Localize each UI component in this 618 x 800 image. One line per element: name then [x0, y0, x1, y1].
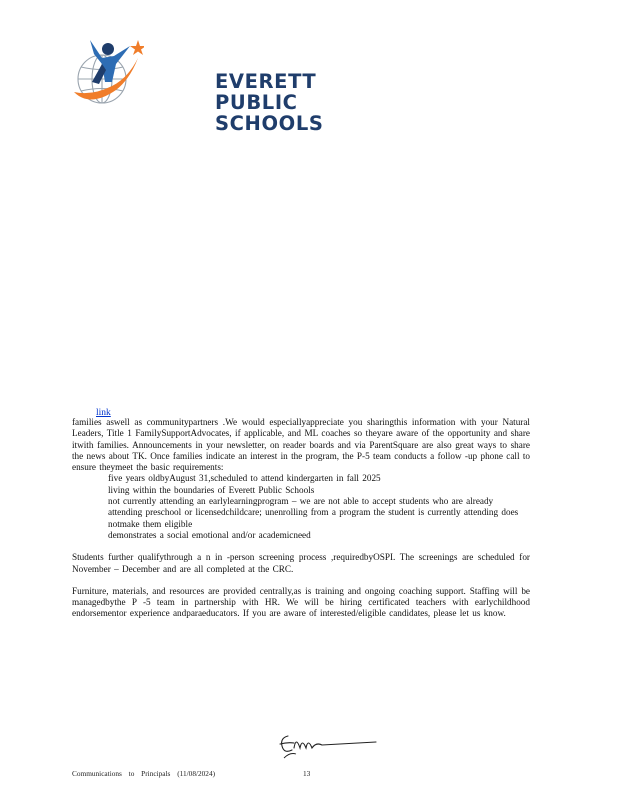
- document-link[interactable]: link: [96, 408, 111, 418]
- logo-wordmark: [215, 71, 324, 134]
- requirement-item: [72, 530, 530, 541]
- requirement-text: demonstrates a social emotional and/or academicneed: [108, 529, 311, 540]
- requirements-list: [72, 473, 530, 541]
- logo-line-2: PUBLIC: [215, 91, 298, 114]
- paragraph-screening: Students further qualifythrough a n in -person screening process ,requiredbyOSPI. The screenings are scheduled for November – December and are all completed at the CRC.: [72, 552, 530, 574]
- everett-public-schools-logo: [72, 34, 324, 135]
- requirement-text: not currently attending an earlylearningprogram – we are not able to accept students who are already attending preschool or licensedchildcare; unenrolling from a program the student is currently attending does notmake them eligible: [108, 496, 519, 529]
- requirement-text: living within the boundaries of Everett Public Schools: [108, 484, 315, 495]
- requirement-item: [72, 485, 530, 496]
- document-body: [72, 417, 530, 620]
- paragraph-staffing: Furniture, materials, and resources are provided centrally,as is training and ongoing coaching support. Staffing will be managedbythe P -5 team in partnership with HR. We will be hiring certificated teachers with earlychildhood endorsementor experience andparaeducators. If you are aware of interested/eligible candidates, please let us know.: [72, 585, 530, 619]
- handwritten-signature: [276, 728, 380, 760]
- logo-line-1: EVERETT: [215, 70, 317, 93]
- footer-text: Communications to Principals (11/08/2024): [72, 769, 216, 778]
- requirement-item: [72, 496, 530, 530]
- requirement-text: five years oldbyAugust 31,scheduled to attend kindergarten in fall 2025: [108, 473, 381, 484]
- requirement-item: [72, 473, 530, 484]
- logo-emblem-icon: [72, 34, 144, 110]
- logo-line-3: SCHOOLS: [215, 112, 324, 135]
- paragraph-outreach: families aswell as communitypartners .We would especiallyappreciate you sharingthis information with your Natural Leaders, Title 1 FamilySupportAdvocates, if applicable, and ML coaches so theyare aware of the opportunity and share itwith families. Announcements in your newsletter, on reader boards and via ParentSquare are also great ways to share the news about TK. Once families indicate an interest in the program, the P-5 team conducts a follow -up phone call to ensure theymeet the basic requirements:: [72, 417, 530, 473]
- page-number: 13: [303, 769, 311, 778]
